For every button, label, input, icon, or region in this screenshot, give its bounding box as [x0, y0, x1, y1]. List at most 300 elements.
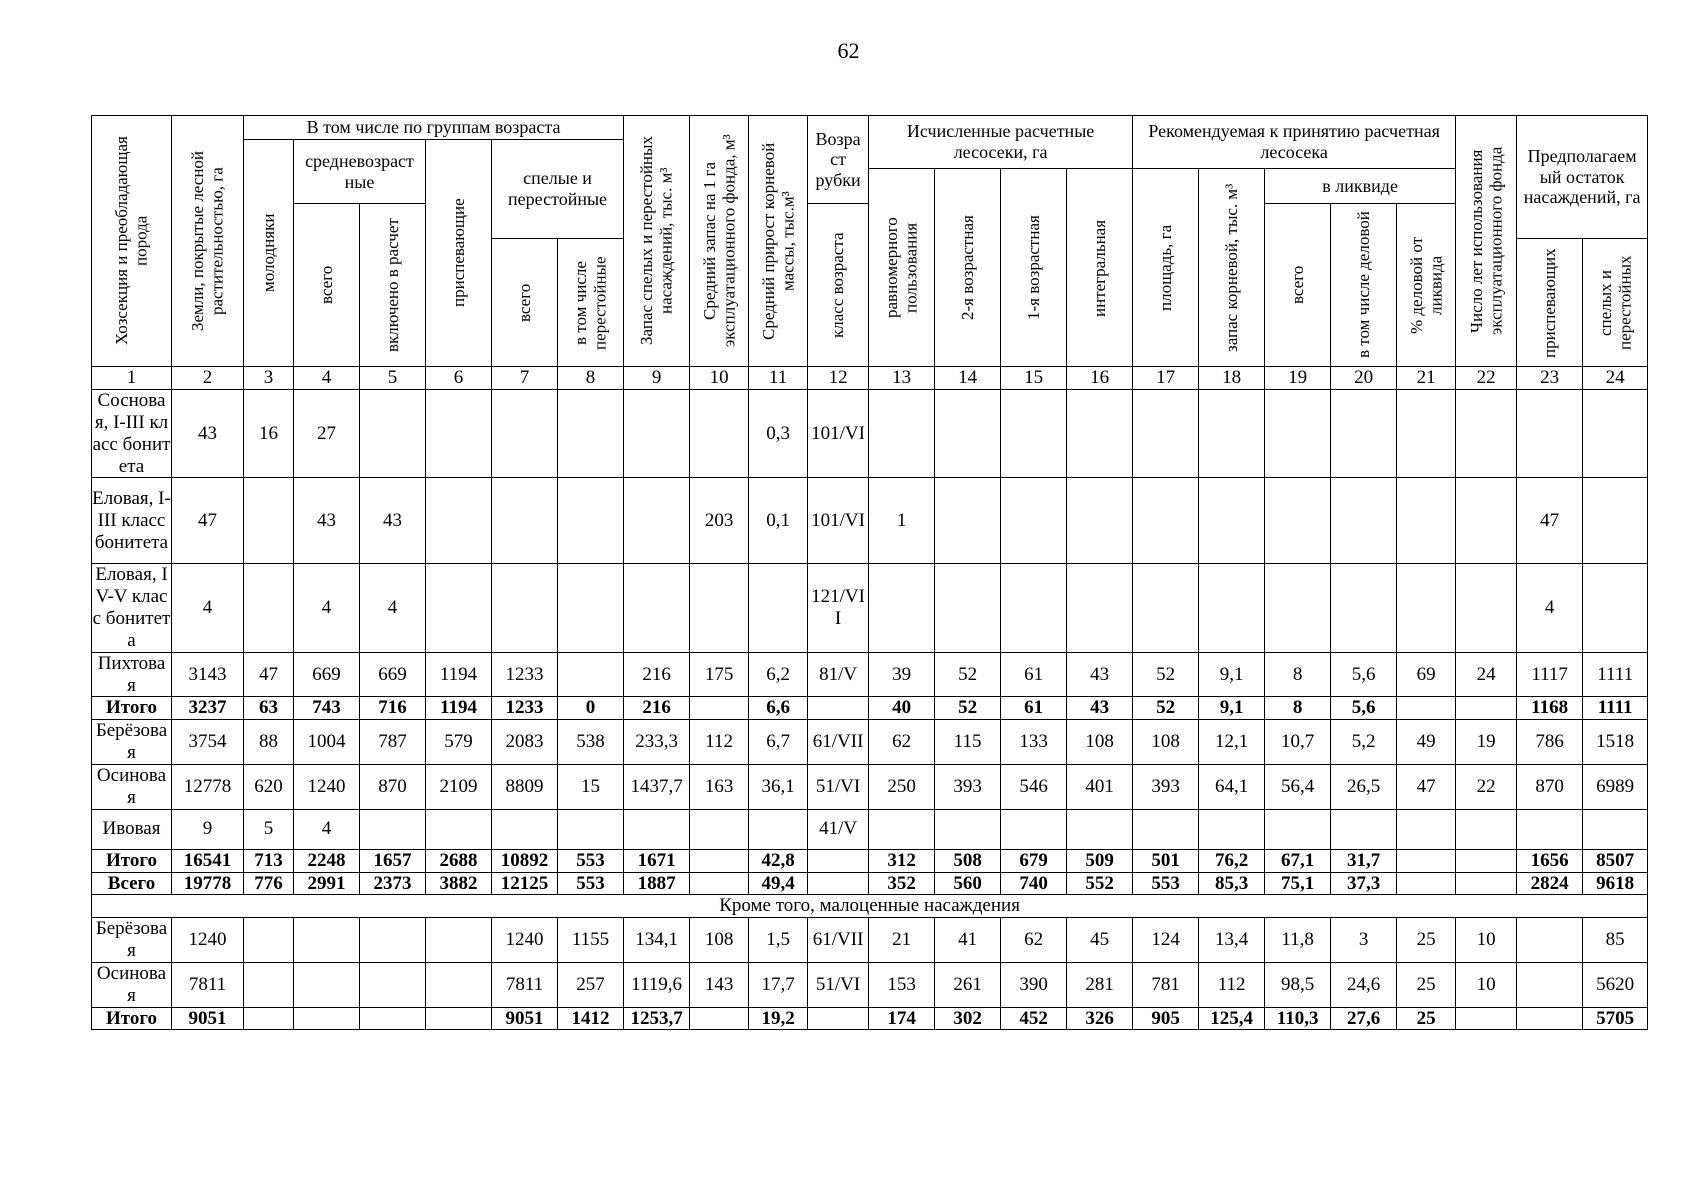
table-cell: 19: [1456, 720, 1517, 765]
column-number: 22: [1456, 367, 1517, 390]
table-cell: 47: [172, 478, 244, 564]
table-cell: [1001, 564, 1067, 652]
table-cell: 393: [1133, 764, 1199, 809]
table-cell: 9,1: [1199, 697, 1265, 720]
table-cell: [426, 478, 492, 564]
header-recommended: Рекомендуемая к принятию расчетная лесосека: [1133, 116, 1456, 169]
table-cell: 10: [1456, 962, 1517, 1007]
table-cell: 19778: [172, 872, 244, 895]
table-cell: [690, 697, 749, 720]
table-cell: 51/VI: [808, 962, 869, 1007]
table-cell: 5,6: [1331, 652, 1397, 697]
table-row: [92, 849, 1648, 872]
header-col-6: приспевающие: [426, 140, 492, 367]
table-cell: 40: [869, 697, 935, 720]
table-cell: 1117: [1517, 652, 1583, 697]
table-cell: 5,6: [1331, 697, 1397, 720]
table-cell: 553: [558, 872, 624, 895]
table-cell: 1119,6: [624, 962, 690, 1007]
table-cell: 11,8: [1265, 918, 1331, 963]
table-cell: [492, 478, 558, 564]
table-cell: [1331, 390, 1397, 478]
column-number: 3: [244, 367, 294, 390]
table-cell: 501: [1133, 849, 1199, 872]
table-cell: [1456, 872, 1517, 895]
header-col-8: в том числе перестойные: [558, 239, 624, 367]
table-cell: [1199, 478, 1265, 564]
table-cell: 61/VII: [808, 918, 869, 963]
table-cell: 509: [1067, 849, 1133, 872]
table-cell: [1397, 849, 1456, 872]
table-cell: [1517, 918, 1583, 963]
table-cell: 312: [869, 849, 935, 872]
table-cell: 56,4: [1265, 764, 1331, 809]
table-cell: [426, 962, 492, 1007]
table-cell: [1199, 564, 1265, 652]
column-number: 11: [749, 367, 808, 390]
table-cell: 43: [1067, 697, 1133, 720]
table-cell: [1331, 809, 1397, 849]
table-cell: 6989: [1583, 764, 1648, 809]
table-cell: 134,1: [624, 918, 690, 963]
table-cell: 51/VI: [808, 764, 869, 809]
table-cell: [1583, 390, 1648, 478]
table-cell: 31,7: [1331, 849, 1397, 872]
table-cell: 870: [1517, 764, 1583, 809]
row-label: Осинова я: [92, 764, 172, 809]
header-col-5: включено в расчет: [360, 204, 426, 367]
table-cell: 669: [360, 652, 426, 697]
table-cell: 108: [1067, 720, 1133, 765]
table-cell: 5705: [1583, 1007, 1648, 1030]
table-cell: 1155: [558, 918, 624, 963]
table-cell: 281: [1067, 962, 1133, 1007]
table-cell: 5,2: [1331, 720, 1397, 765]
table-cell: [1199, 809, 1265, 849]
table-cell: 5: [244, 809, 294, 849]
table-cell: 776: [244, 872, 294, 895]
table-cell: 115: [935, 720, 1001, 765]
table-cell: 41/V: [808, 809, 869, 849]
table-cell: 2688: [426, 849, 492, 872]
row-label: Пихтова я: [92, 652, 172, 697]
row-label: Осинова я: [92, 962, 172, 1007]
table-cell: 25: [1397, 1007, 1456, 1030]
table-cell: 1194: [426, 697, 492, 720]
table-cell: [624, 390, 690, 478]
table-cell: 233,3: [624, 720, 690, 765]
table-cell: 302: [935, 1007, 1001, 1030]
table-cell: 36,1: [749, 764, 808, 809]
table-cell: 1656: [1517, 849, 1583, 872]
table-cell: [1517, 962, 1583, 1007]
table-cell: 216: [624, 652, 690, 697]
table-cell: [244, 564, 294, 652]
table-cell: 101/VI: [808, 478, 869, 564]
header-col-9: Запас спелых и перестойных насаждений, тыс. м³: [624, 116, 690, 367]
table-cell: [935, 564, 1001, 652]
table-cell: 88: [244, 720, 294, 765]
table-row: [92, 390, 1648, 478]
table-cell: 25: [1397, 962, 1456, 1007]
table-cell: 81/V: [808, 652, 869, 697]
header-liquid: в ликвиде: [1265, 169, 1456, 204]
table-cell: 393: [935, 764, 1001, 809]
header-cutting-age: Возра ст рубки: [808, 116, 869, 204]
table-cell: 43: [360, 478, 426, 564]
table-cell: [1397, 697, 1456, 720]
table-cell: 10,7: [1265, 720, 1331, 765]
table-row: [92, 564, 1648, 652]
header-col-3: молодняки: [244, 140, 294, 367]
table-cell: 17,7: [749, 962, 808, 1007]
table-cell: 67,1: [1265, 849, 1331, 872]
table-cell: 61: [1001, 697, 1067, 720]
column-number: 23: [1517, 367, 1583, 390]
table-cell: 1240: [492, 918, 558, 963]
table-cell: 21: [869, 918, 935, 963]
table-cell: 1233: [492, 652, 558, 697]
column-number: 15: [1001, 367, 1067, 390]
table-cell: [749, 564, 808, 652]
table-cell: 546: [1001, 764, 1067, 809]
table-cell: 1253,7: [624, 1007, 690, 1030]
table-cell: 560: [935, 872, 1001, 895]
table-cell: 19,2: [749, 1007, 808, 1030]
table-cell: [1067, 564, 1133, 652]
table-cell: [1001, 478, 1067, 564]
header-col-17: площадь, га: [1133, 169, 1199, 367]
header-col-4: всего: [294, 204, 360, 367]
table-cell: 112: [1199, 962, 1265, 1007]
table-cell: [624, 564, 690, 652]
table-cell: 452: [1001, 1007, 1067, 1030]
table-cell: [1331, 478, 1397, 564]
table-cell: 98,5: [1265, 962, 1331, 1007]
table-cell: 401: [1067, 764, 1133, 809]
table-cell: 1518: [1583, 720, 1648, 765]
table-cell: 216: [624, 697, 690, 720]
table-cell: 112: [690, 720, 749, 765]
table-cell: [1133, 478, 1199, 564]
table-cell: [1133, 809, 1199, 849]
table-cell: 787: [360, 720, 426, 765]
header-col-23: приспевающих: [1517, 239, 1583, 367]
table-cell: 9618: [1583, 872, 1648, 895]
table-cell: 4: [1517, 564, 1583, 652]
table-cell: 85: [1583, 918, 1648, 963]
table-cell: 27,6: [1331, 1007, 1397, 1030]
table-cell: 1111: [1583, 697, 1648, 720]
table-cell: [1067, 390, 1133, 478]
table-cell: 61: [1001, 652, 1067, 697]
table-cell: [935, 478, 1001, 564]
column-number: 5: [360, 367, 426, 390]
table-cell: [1583, 564, 1648, 652]
table-cell: [244, 478, 294, 564]
table-cell: [1067, 478, 1133, 564]
table-cell: [1265, 809, 1331, 849]
table-cell: 3754: [172, 720, 244, 765]
column-number: 12: [808, 367, 869, 390]
table-cell: 1004: [294, 720, 360, 765]
column-number: 16: [1067, 367, 1133, 390]
table-cell: 870: [360, 764, 426, 809]
table-cell: [244, 962, 294, 1007]
page-number: 62: [837, 38, 860, 63]
table-cell: 2083: [492, 720, 558, 765]
table-cell: 47: [1517, 478, 1583, 564]
table-cell: [808, 872, 869, 895]
header-col-7: всего: [492, 239, 558, 367]
table-cell: [1397, 390, 1456, 478]
table-cell: 1412: [558, 1007, 624, 1030]
column-number: 19: [1265, 367, 1331, 390]
table-cell: [492, 390, 558, 478]
header-age-groups: В том числе по группам возраста: [244, 116, 624, 140]
column-number: 21: [1397, 367, 1456, 390]
header-col-15: 1-я возрастная: [1001, 169, 1067, 367]
table-cell: [624, 478, 690, 564]
table-cell: 1240: [172, 918, 244, 963]
table-cell: 620: [244, 764, 294, 809]
table-cell: [360, 918, 426, 963]
table-cell: 16541: [172, 849, 244, 872]
table-cell: [244, 918, 294, 963]
table-cell: 26,5: [1331, 764, 1397, 809]
table-cell: 24,6: [1331, 962, 1397, 1007]
table-cell: 110,3: [1265, 1007, 1331, 1030]
table-cell: 0,3: [749, 390, 808, 478]
table-cell: 1233: [492, 697, 558, 720]
table-cell: [1001, 809, 1067, 849]
row-label: Берёзова я: [92, 720, 172, 765]
table-cell: 3237: [172, 697, 244, 720]
row-label: Еловая, I-III класс бонитета: [92, 478, 172, 564]
header-col-10: Средний запас на 1 га эксплуатационного фонда, м³: [690, 116, 749, 367]
column-number: 4: [294, 367, 360, 390]
table-cell: 52: [1133, 697, 1199, 720]
table-cell: 743: [294, 697, 360, 720]
table-cell: [492, 564, 558, 652]
table-cell: 1240: [294, 764, 360, 809]
table-cell: 8: [1265, 697, 1331, 720]
table-cell: 1194: [426, 652, 492, 697]
table-cell: 1,5: [749, 918, 808, 963]
table-cell: 61/VII: [808, 720, 869, 765]
header-col-22: Число лет использования эксплуатационного фонда: [1456, 116, 1517, 367]
table-cell: 49: [1397, 720, 1456, 765]
table-cell: [558, 478, 624, 564]
table-cell: 4: [294, 809, 360, 849]
table-cell: 121/VI I: [808, 564, 869, 652]
column-number: 14: [935, 367, 1001, 390]
table-cell: 1887: [624, 872, 690, 895]
table-cell: [690, 564, 749, 652]
table-row: [92, 720, 1648, 765]
table-row: [92, 478, 1648, 564]
table-cell: 42,8: [749, 849, 808, 872]
table-cell: 143: [690, 962, 749, 1007]
table-row: [92, 809, 1648, 849]
table-cell: 85,3: [1199, 872, 1265, 895]
table-cell: [1456, 390, 1517, 478]
table-cell: [558, 809, 624, 849]
table-cell: [1265, 478, 1331, 564]
table-cell: [1199, 390, 1265, 478]
table-cell: 553: [558, 849, 624, 872]
table-cell: 2991: [294, 872, 360, 895]
table-cell: 1168: [1517, 697, 1583, 720]
header-col-12: класс возраста: [808, 204, 869, 367]
table-cell: [1265, 390, 1331, 478]
table-cell: 16: [244, 390, 294, 478]
table-cell: 669: [294, 652, 360, 697]
table-cell: [1397, 478, 1456, 564]
table-cell: 12,1: [1199, 720, 1265, 765]
header-col-18: запас корневой, тыс. м³: [1199, 169, 1265, 367]
table-cell: 64,1: [1199, 764, 1265, 809]
header-col-20: в том числе деловой: [1331, 204, 1397, 367]
table-cell: [294, 962, 360, 1007]
header-mature: спелые и перестойные: [492, 140, 624, 239]
table-cell: 45: [1067, 918, 1133, 963]
table-cell: [426, 809, 492, 849]
table-cell: 1437,7: [624, 764, 690, 809]
table-cell: [558, 564, 624, 652]
table-cell: 0,1: [749, 478, 808, 564]
table-cell: 6,2: [749, 652, 808, 697]
table-cell: 679: [1001, 849, 1067, 872]
table-cell: [690, 849, 749, 872]
table-cell: [690, 1007, 749, 1030]
table-cell: [360, 809, 426, 849]
table-cell: [1456, 564, 1517, 652]
table-cell: 6,7: [749, 720, 808, 765]
table-cell: 1657: [360, 849, 426, 872]
table-cell: [360, 1007, 426, 1030]
table-cell: 133: [1001, 720, 1067, 765]
table-row: [92, 764, 1648, 809]
table-cell: 47: [244, 652, 294, 697]
table-cell: 8507: [1583, 849, 1648, 872]
section-title: Кроме того, малоценные насаждения: [92, 895, 1648, 918]
table-cell: 508: [935, 849, 1001, 872]
table-cell: [935, 809, 1001, 849]
table-cell: [294, 918, 360, 963]
header-col-21: % деловой от ликвида: [1397, 204, 1456, 367]
header-remainder: Предполагаем ый остаток насаждений, га: [1517, 116, 1648, 239]
row-label: Всего: [92, 872, 172, 895]
table-row: [92, 918, 1648, 963]
table-cell: 63: [244, 697, 294, 720]
table-row: [92, 962, 1648, 1007]
table-cell: 62: [869, 720, 935, 765]
table-cell: [1583, 478, 1648, 564]
table-cell: 3: [1331, 918, 1397, 963]
table-cell: 9,1: [1199, 652, 1265, 697]
table-cell: 552: [1067, 872, 1133, 895]
table-cell: 5620: [1583, 962, 1648, 1007]
table-cell: 8809: [492, 764, 558, 809]
table-cell: 27: [294, 390, 360, 478]
table-cell: [808, 697, 869, 720]
column-number: 6: [426, 367, 492, 390]
table-cell: 203: [690, 478, 749, 564]
table-cell: [360, 962, 426, 1007]
header-col-14: 2-я возрастная: [935, 169, 1001, 367]
row-label: Итого: [92, 849, 172, 872]
table-cell: 69: [1397, 652, 1456, 697]
table-cell: 1: [869, 478, 935, 564]
table-cell: [1456, 1007, 1517, 1030]
table-cell: 7811: [172, 962, 244, 1007]
table-cell: 41: [935, 918, 1001, 963]
table-cell: 62: [1001, 918, 1067, 963]
table-cell: [1001, 390, 1067, 478]
table-cell: 2248: [294, 849, 360, 872]
header-col-2: Земли, покрытые лесной растительностью, га: [172, 116, 244, 367]
table-cell: [1067, 809, 1133, 849]
table-cell: 175: [690, 652, 749, 697]
table-cell: [1397, 872, 1456, 895]
table-cell: 49,4: [749, 872, 808, 895]
table-cell: [1456, 809, 1517, 849]
table-cell: [558, 390, 624, 478]
table-cell: 250: [869, 764, 935, 809]
column-number: 7: [492, 367, 558, 390]
row-label: Итого: [92, 1007, 172, 1030]
table-cell: [558, 652, 624, 697]
table-cell: 4: [360, 564, 426, 652]
table-cell: 9: [172, 809, 244, 849]
table-cell: 174: [869, 1007, 935, 1030]
column-numbers-row: [92, 367, 1648, 390]
table-cell: 1671: [624, 849, 690, 872]
header-col-1: Хозсекция и преобладающая порода: [92, 116, 172, 367]
table-cell: [1397, 564, 1456, 652]
table-cell: [1133, 390, 1199, 478]
table-cell: [1456, 478, 1517, 564]
row-label: Соснова я, I-III класс бонитета: [92, 390, 171, 477]
table-cell: 7811: [492, 962, 558, 1007]
table-cell: [1517, 809, 1583, 849]
table-cell: 740: [1001, 872, 1067, 895]
table-cell: [1397, 809, 1456, 849]
table-cell: [1456, 697, 1517, 720]
table-cell: 12778: [172, 764, 244, 809]
header-col-13: равномерного пользования: [869, 169, 935, 367]
table-cell: 52: [1133, 652, 1199, 697]
table-cell: [808, 1007, 869, 1030]
table-cell: 0: [558, 697, 624, 720]
table-body-low-value: [92, 918, 1648, 1030]
table-cell: 24: [1456, 652, 1517, 697]
table-cell: 22: [1456, 764, 1517, 809]
table-cell: 3143: [172, 652, 244, 697]
table-cell: [1583, 809, 1648, 849]
table-cell: 15: [558, 764, 624, 809]
table-row: [92, 872, 1648, 895]
table-cell: [1331, 564, 1397, 652]
table-cell: 8: [1265, 652, 1331, 697]
table-cell: 13,4: [1199, 918, 1265, 963]
table-cell: 352: [869, 872, 935, 895]
table-cell: [690, 872, 749, 895]
table-cell: [869, 809, 935, 849]
table-cell: 713: [244, 849, 294, 872]
header-col-24: спелых и перестойных: [1583, 239, 1648, 367]
